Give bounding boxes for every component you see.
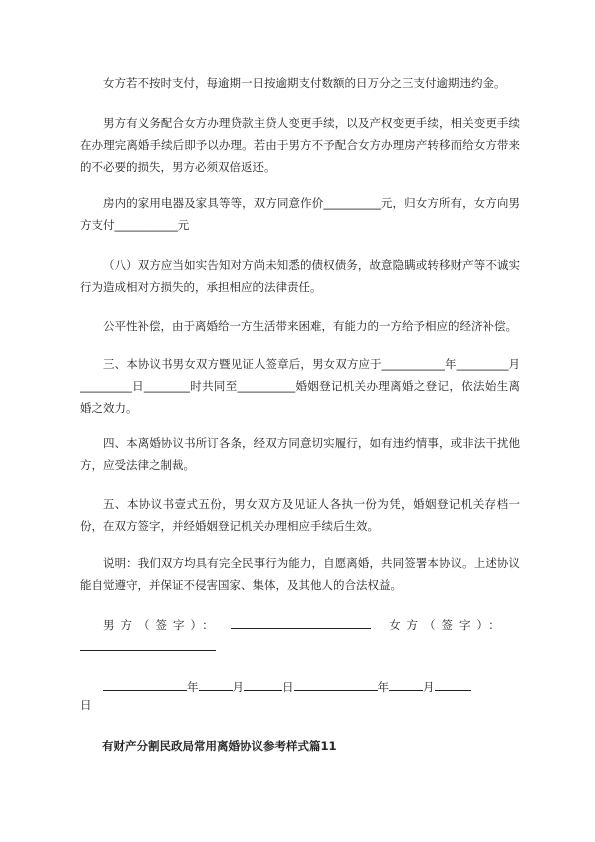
paragraph-statement: 说明：我们双方均具有完全民事行为能力，自愿离婚，共同签署本协议。上述协议能自觉遵守，并保证不侵害国家、集体，及其他人的合法权益。 <box>80 556 520 592</box>
month-blank-1 <box>199 677 233 691</box>
month-label-1: 月 <box>232 680 244 694</box>
male-signature-blank <box>231 615 371 629</box>
paragraph-clause-four: 四、本离婚协议书所订各条，经双方同意切实履行，如有违约情事，或非法干扰他方，应受法律之制裁。 <box>80 436 520 472</box>
male-signature-label: 男方（签字）： <box>103 618 220 632</box>
female-signature-label: 女方（签字）： <box>389 618 506 632</box>
month-label-2: 月 <box>423 680 435 694</box>
paragraph-late-penalty: 女方若不按时支付，每逾期一日按逾期支付数额的日万分之三支付逾期违约金。 <box>103 76 506 90</box>
female-signature-line-row <box>80 636 520 658</box>
paragraph-compensation: 公平性补偿，由于离婚给一方生活带来困难，有能力的一方给予相应的经济补偿。 <box>103 319 517 333</box>
paragraph-debts: （八）双方应当如实告知对方尚未知悉的债权债务，故意隐瞒或转移财产等不诚实行为造成相对方损失的，承担相应的法律责任。 <box>80 258 520 294</box>
paragraph-clause-five: 五、本协议书壹式五份，男女双方及见证人各执一份为凭，婚姻登记机关存档一份，在双方签字，并经婚姻登记机关办理相应手续后生效。 <box>80 497 520 533</box>
day-label-1: 日 <box>282 680 294 694</box>
signature-row <box>80 614 520 636</box>
year-blank-2 <box>294 677 378 691</box>
day-blank-2 <box>435 677 471 691</box>
year-blank-1 <box>103 677 187 691</box>
day-label-2: 日 <box>80 698 92 712</box>
female-signature-blank <box>80 637 216 651</box>
paragraph-furniture: 房内的家用电器及家具等等，双方同意作价__________元，归女方所有，女方向男方支付___________元 <box>80 196 520 232</box>
year-label-2: 年 <box>377 680 389 694</box>
year-label-1: 年 <box>187 680 199 694</box>
month-blank-2 <box>389 677 423 691</box>
paragraph-loan-transfer: 男方有义务配合女方办理贷款主贷人变更手续，以及产权变更手续，相关变更手续在办理完离婚手续后即予以办理。若由于男方不予配合女方办理房产转移而给女方带来的不必要的损失，男方必须双倍返还。 <box>80 116 520 174</box>
section-heading: 有财产分割民政局常用离婚协议参考样式篇11 <box>102 739 337 753</box>
paragraph-clause-three: 三、本协议书男女双方暨见证人签章后，男女双方应于___________年_________月_________日________时共同至__________婚姻登记机关办理离婚之登记，依法始生离婚之效力。 <box>80 357 520 415</box>
day-blank-1 <box>244 677 282 691</box>
date-row-end <box>80 694 520 716</box>
